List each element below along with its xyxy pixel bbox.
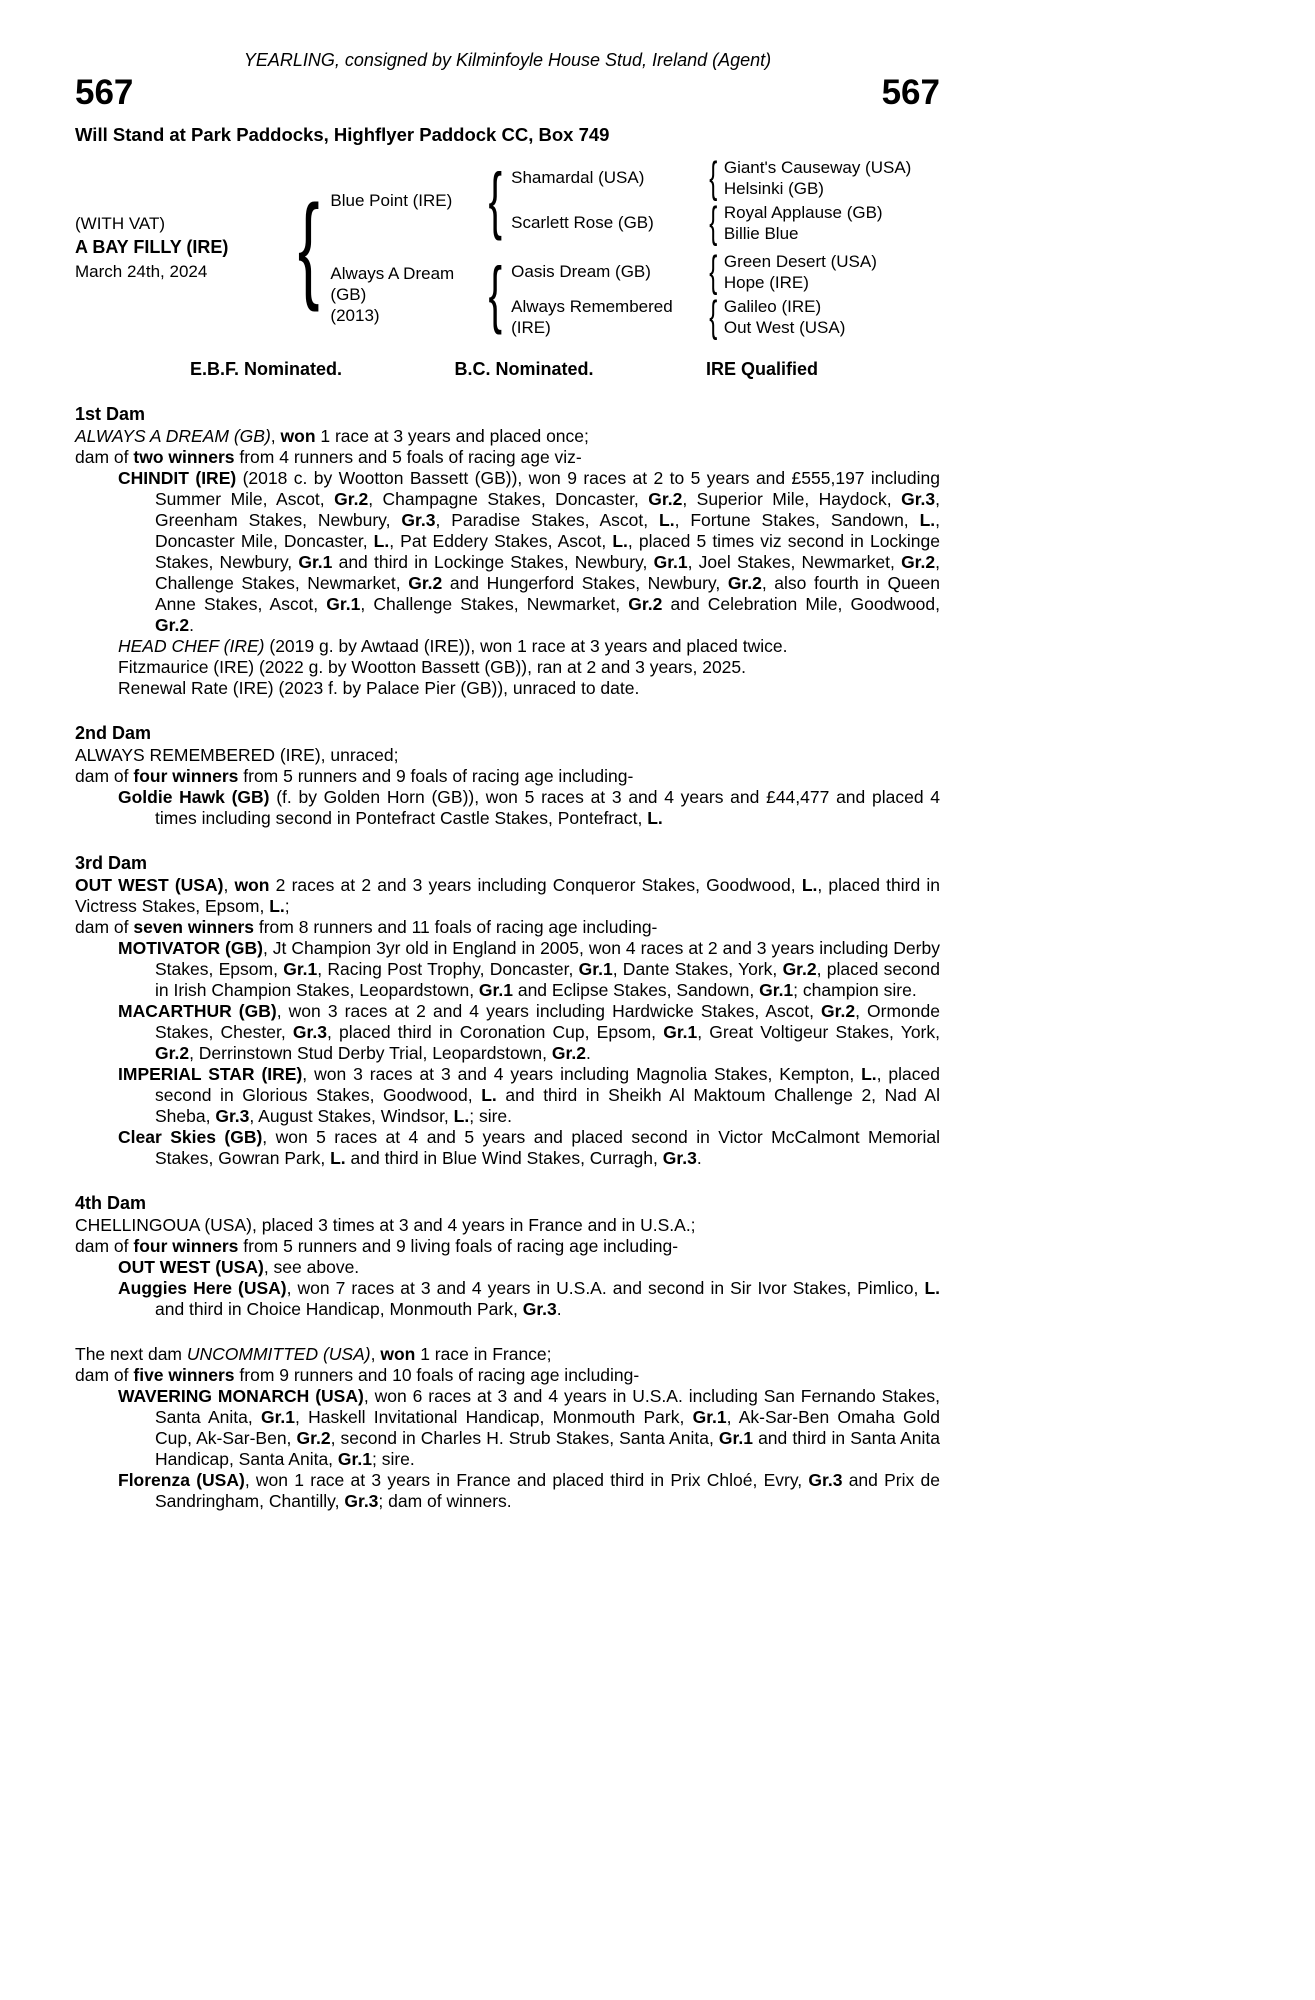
text-segment: , won 7 races at 3 and 4 years in U.S.A. and second in Sir Ivor Stakes, Pimlico, [286,1277,925,1298]
text-segment: Gr.3 [401,509,436,530]
pedigree-paragraph [75,1257,940,1278]
pedigree-brace-dam-sire: { [709,246,718,296]
sire-sire-name: Shamardal (USA) [511,168,645,188]
text-segment: UNCOMMITTED (USA) [186,1343,371,1364]
text-segment: . [556,1298,562,1319]
text-segment: (2019 g. by Awtaad (IRE)), won 1 race at 3 years and placed twice. [264,635,788,656]
text-segment: seven winners [133,916,254,937]
text-segment: 1 race in France; [415,1343,552,1364]
text-segment: Gr.1 [260,1406,296,1427]
dam-dam-parents [724,296,846,338]
text-segment: , August Stakes, Windsor, [249,1105,454,1126]
text-segment: , second in Charles H. Strub Stakes, Santa Anita, [330,1427,719,1448]
text-segment: , Superior Mile, Haydock, [682,488,902,509]
lot-number-right: 567 [881,73,940,112]
text-segment: Gr.2 [155,1042,190,1063]
pedigree-paragraph [75,468,940,636]
pedigree-table [75,152,940,343]
pedigree-section [75,853,940,1169]
text-segment: dam of [75,1235,134,1256]
great-granddam-name: Hope (IRE) [723,272,809,292]
text-segment: , won 6 races at 3 and 4 years in U.S.A. including San Fernando Stakes, Santa Anita, [155,1385,940,1427]
pedigree-section [75,1344,940,1512]
text-segment: Gr.2 [296,1427,331,1448]
text-segment: Gr.2 [901,551,936,572]
pedigree-paragraph [75,1386,940,1470]
text-segment: from 5 runners and 9 living foals of racing age including- [238,1235,679,1256]
text-segment: Gr.1 [718,1427,753,1448]
text-segment: ALWAYS A DREAM (GB) [75,425,271,446]
text-segment: Gr.1 [326,593,361,614]
text-segment: CHELLINGOUA (USA), placed 3 times at 3 and 4 years in France and in U.S.A.; [75,1214,696,1235]
text-segment: Gr.2 [782,958,817,979]
section-heading: 1st Dam [75,403,146,424]
text-segment: Auggies Here (USA) [118,1277,287,1298]
pedigree-paragraph [75,745,940,766]
text-segment: won [280,425,316,446]
text-segment: ; champion sire. [793,979,917,1000]
text-segment: MOTIVATOR (GB) [118,937,263,958]
text-segment: , Racing Post Trophy, Doncaster, [317,958,579,979]
text-segment: . [189,614,194,635]
pedigree-paragraph [75,1365,940,1386]
text-segment: , Champagne Stakes, Doncaster, [368,488,649,509]
text-segment: The next dam [75,1343,187,1364]
text-segment: (2018 c. by Wootton Bassett (GB)), won 9 races at 2 to 5 years and £555,197 including Summer Mile, Ascot, [155,467,941,509]
text-segment: dam of [75,916,134,937]
horse-name: A BAY FILLY (IRE) [75,236,229,257]
text-segment: , Joel Stakes, Newmarket, [687,551,902,572]
text-segment: Gr.2 [727,572,762,593]
great-granddam-name: Billie Blue [723,223,799,243]
dam-dam-branch [511,291,877,341]
text-segment: , Haskell Invitational Handicap, Monmouth Park, [295,1406,693,1427]
text-segment: , Pat Eddery Stakes, Ascot, [389,530,613,551]
text-segment: Gr.1 [759,979,794,1000]
text-segment: from 4 runners and 5 foals of racing age viz- [234,446,582,467]
text-segment: Gr.2 [821,1000,856,1021]
sire-sire-parents [724,157,911,199]
text-segment: Gr.3 [344,1490,379,1511]
text-segment: Gr.2 [155,614,190,635]
text-segment: L. [861,1063,877,1084]
bc-nominated-label: B.C. Nominated. [454,358,594,379]
text-segment: Gr.1 [283,958,318,979]
text-segment: and Celebration Mile, Goodwood, [662,593,940,614]
text-segment: from 8 runners and 11 foals of racing age including- [254,916,658,937]
text-segment: Gr.1 [692,1406,727,1427]
text-segment: two winners [133,446,235,467]
pedigree-paragraph [75,766,940,787]
text-segment: . [696,1147,702,1168]
text-segment: , Fortune Stakes, Sandown, [674,509,920,530]
sire-sire-branch [511,152,912,202]
text-segment: , won 3 races at 2 and 4 years including Hardwicke Stakes, Ascot, [276,1000,822,1021]
lot-number-row [75,75,940,112]
text-segment: L. [481,1084,497,1105]
text-segment: (f. by Golden Horn (GB)), won 5 races at 3 and 4 years and £44,477 and placed 4 times including second in Pontefract Castle Stakes, Pontefract, [155,786,940,828]
ebf-nominated-label: E.B.F. Nominated. [190,358,343,379]
text-segment: Fitzmaurice (IRE) (2022 g. by Wootton Bassett (GB)), ran at 2 and 3 years, 2025. [118,656,747,677]
text-segment: and third in Santa Anita Handicap, Santa Anita, [155,1427,940,1469]
text-segment: Goldie Hawk (GB) [118,786,270,807]
text-segment: four winners [133,765,239,786]
pedigree-paragraph [75,938,940,1001]
text-segment: L. [612,530,628,551]
text-segment: ; sire. [371,1448,415,1469]
dam-dam-name: Always Remembered (IRE) [511,296,673,337]
text-segment: , Ormonde Stakes, Chester, [155,1000,940,1042]
text-segment: , placed third in Coronation Cup, Epsom, [326,1021,664,1042]
text-segment: from 5 runners and 9 foals of racing age including- [238,765,634,786]
pedigree-paragraph [75,1064,940,1127]
great-grandsire-name: Giant's Causeway (USA) [723,157,912,177]
text-segment: , placed second in Irish Champion Stakes, Leopardstown, [155,958,940,1000]
text-segment: Gr.3 [522,1298,557,1319]
text-segment: , see above. [263,1256,360,1277]
text-segment: WAVERING MONARCH (USA) [118,1385,364,1406]
sire-dam-branch [511,197,911,247]
text-segment: , Ak-Sar-Ben Omaha Gold Cup, Ak-Sar-Ben, [155,1406,940,1448]
pedigree-paragraph [75,1278,940,1320]
pedigree-brace-sire: { [488,158,503,242]
text-segment: Gr.2 [334,488,369,509]
sire-dam-name: Scarlett Rose (GB) [511,213,654,233]
pedigree-brace-main: { [297,181,320,314]
great-granddam-name: Out West (USA) [723,317,846,337]
text-segment: Gr.1 [653,551,688,572]
text-segment: won [234,874,270,895]
text-segment: and third in Choice Handicap, Monmouth Park, [155,1298,523,1319]
text-segment: CHINDIT (IRE) [118,467,237,488]
text-segment: OUT WEST (USA) [118,1256,264,1277]
text-segment: Gr.3 [662,1147,697,1168]
pedigree-paragraph [75,917,940,938]
text-segment: , [270,425,281,446]
dam-sire-parents [724,251,877,293]
pedigree-paragraph [75,1001,940,1064]
great-grandsire-name: Royal Applause (GB) [723,202,883,222]
pedigree-paragraph [75,787,940,829]
pedigree-brace-sire-sire: { [709,152,718,202]
text-segment: won [380,1343,416,1364]
nominations-row [190,359,818,380]
text-segment: , Jt Champion 3yr old in England in 2005, won 4 races at 2 and 3 years including Derby Stakes, Epsom, [155,937,940,979]
pedigree-paragraph [75,875,940,917]
consignor-line: YEARLING, consigned by Kilminfoyle House Stud, Ireland (Agent) [243,50,772,70]
great-grandsire-name: Green Desert (USA) [723,251,877,271]
text-segment: , Dante Stakes, York, [612,958,783,979]
text-segment: dam of [75,765,134,786]
text-segment: L. [373,530,390,551]
text-segment: Gr.1 [578,958,613,979]
text-segment: Gr.1 [478,979,513,1000]
section-heading: 4th Dam [75,1192,147,1213]
pedigree-paragraph [75,636,940,657]
horse-details [75,213,287,282]
text-segment: , Derrinstown Stud Derby Trial, Leopardstown, [189,1042,552,1063]
text-segment: Gr.3 [808,1469,843,1490]
pedigree-paragraph [75,426,940,447]
text-segment: Gr.1 [337,1448,372,1469]
text-segment: OUT WEST (USA) [75,874,224,895]
text-segment: L. [330,1147,346,1168]
text-segment: ; sire. [469,1105,513,1126]
text-segment: Renewal Rate (IRE) (2023 f. by Palace Pier (GB)), unraced to date. [118,677,640,698]
text-segment: dam of [75,446,134,467]
text-segment: ; dam of winners. [378,1490,512,1511]
dam-sire-branch [511,246,877,296]
pedigree-paragraph [75,657,940,678]
pedigree-section [75,404,940,699]
dam-grandparents [511,246,877,341]
pedigree-paragraph [75,1236,940,1257]
text-segment: Florenza (USA) [118,1469,245,1490]
sire-grandparents [511,152,912,247]
text-segment: , Paradise Stakes, Ascot, [435,509,660,530]
text-segment: , placed second in Glorious Stakes, Goodwood, [155,1063,941,1105]
text-segment: and third in Blue Wind Stakes, Curragh, [345,1147,663,1168]
text-segment: , Great Voltigeur Stakes, York, [697,1021,940,1042]
text-segment: , [223,874,235,895]
pedigree-paragraph [75,678,940,699]
dam-branch [330,246,911,341]
text-segment: 1 race at 3 years and placed once; [315,425,589,446]
text-segment: , Greenham Stakes, Newbury, [155,488,941,530]
stand-location-line: Will Stand at Park Paddocks, Highflyer Paddock CC, Box 749 [75,123,610,145]
pedigree-paragraph [75,447,940,468]
sire-name: Blue Point (IRE) [330,190,453,210]
text-segment: Clear Skies (GB) [118,1126,263,1147]
vat-note: (WITH VAT) [75,213,166,233]
text-segment: L. [924,1277,940,1298]
text-segment: and Prix de Sandringham, Chantilly, [155,1469,940,1511]
text-segment: L. [647,807,663,828]
text-segment: IMPERIAL STAR (IRE) [118,1063,303,1084]
great-grandsire-name: Galileo (IRE) [723,296,822,316]
text-segment: L. [269,895,285,916]
text-segment: , won 3 races at 3 and 4 years including Magnolia Stakes, Kempton, [302,1063,862,1084]
text-segment: and third in Sheikh Al Maktoum Challenge 2, Nad Al Sheba, [155,1084,940,1126]
pedigree-paragraph [75,1470,940,1512]
text-segment: L. [801,874,818,895]
pedigree-paragraph [75,1215,940,1236]
text-segment: and third in Lockinge Stakes, Newbury, [332,551,654,572]
pedigree-brace-dam-dam: { [709,291,718,341]
text-segment: dam of [75,1364,134,1385]
text-segment: Gr.2 [628,593,663,614]
pedigree-section [75,723,940,829]
text-segment: Gr.2 [648,488,683,509]
text-segment: MACARTHUR (GB) [118,1000,277,1021]
text-segment: ALWAYS REMEMBERED (IRE), unraced; [75,744,399,765]
text-segment: Gr.1 [663,1021,698,1042]
sire-dam-parents [724,202,883,244]
text-segment: and Eclipse Stakes, Sandown, [512,979,760,1000]
text-segment: Gr.1 [298,551,333,572]
text-segment: . [585,1042,591,1063]
pedigree-paragraph [75,1344,940,1365]
text-segment: , Doncaster Mile, Doncaster, [155,509,940,551]
text-segment: , Challenge Stakes, Newmarket, [360,593,629,614]
pedigree-paragraph [75,1127,940,1169]
dam-sire-name: Oasis Dream (GB) [511,262,651,282]
dam-year: (2013) [330,305,380,325]
dam-name: Always A Dream (GB) [330,263,455,304]
foal-date: March 24th, 2024 [75,261,208,281]
text-segment: 2 races at 2 and 3 years including Conqueror Stakes, Goodwood, [269,874,802,895]
ire-qualified-label: IRE Qualified [705,358,818,379]
section-heading: 3rd Dam [75,852,148,873]
text-segment: L. [919,509,936,530]
sire-branch [330,152,912,247]
text-segment: five winners [133,1364,235,1385]
text-segment: Gr.3 [215,1105,250,1126]
pedigree-brace-sire-dam: { [709,197,718,247]
text-segment: , Challenge Stakes, Newmarket, [155,551,940,593]
pedigree-generations [330,152,911,343]
text-segment: Gr.2 [551,1042,586,1063]
text-segment: L. [453,1105,470,1126]
text-segment: , won 1 race at 3 years in France and placed third in Prix Chloé, Evry, [244,1469,809,1490]
text-segment: , won 5 races at 4 and 5 years and placed second in Victor McCalmont Memorial Stakes, Gowran Park, [155,1126,940,1168]
text-segment: , placed 5 times viz second in Lockinge Stakes, Newbury, [155,530,941,572]
text-segment: , placed third in Victress Stakes, Epsom, [75,874,940,916]
text-segment: , [370,1343,381,1364]
text-segment: ; [284,895,290,916]
pedigree-brace-dam: { [488,252,503,336]
text-segment: , also fourth in Queen Anne Stakes, Ascot, [155,572,940,614]
text-segment: Gr.3 [292,1021,327,1042]
great-granddam-name: Helsinki (GB) [723,178,824,198]
lot-number-left: 567 [75,73,134,112]
text-segment: Gr.3 [901,488,936,509]
text-segment: four winners [133,1235,239,1256]
text-segment: L. [659,509,675,530]
section-heading: 2nd Dam [75,722,152,743]
pedigree-section [75,1193,940,1320]
dam-name-block [330,263,480,326]
text-segment: from 9 runners and 10 foals of racing age including- [234,1364,640,1385]
text-segment: Gr.2 [408,572,443,593]
text-segment: HEAD CHEF (IRE) [118,635,265,656]
text-segment: and Hungerford Stakes, Newbury, [442,572,728,593]
dam-sections [75,404,940,1512]
